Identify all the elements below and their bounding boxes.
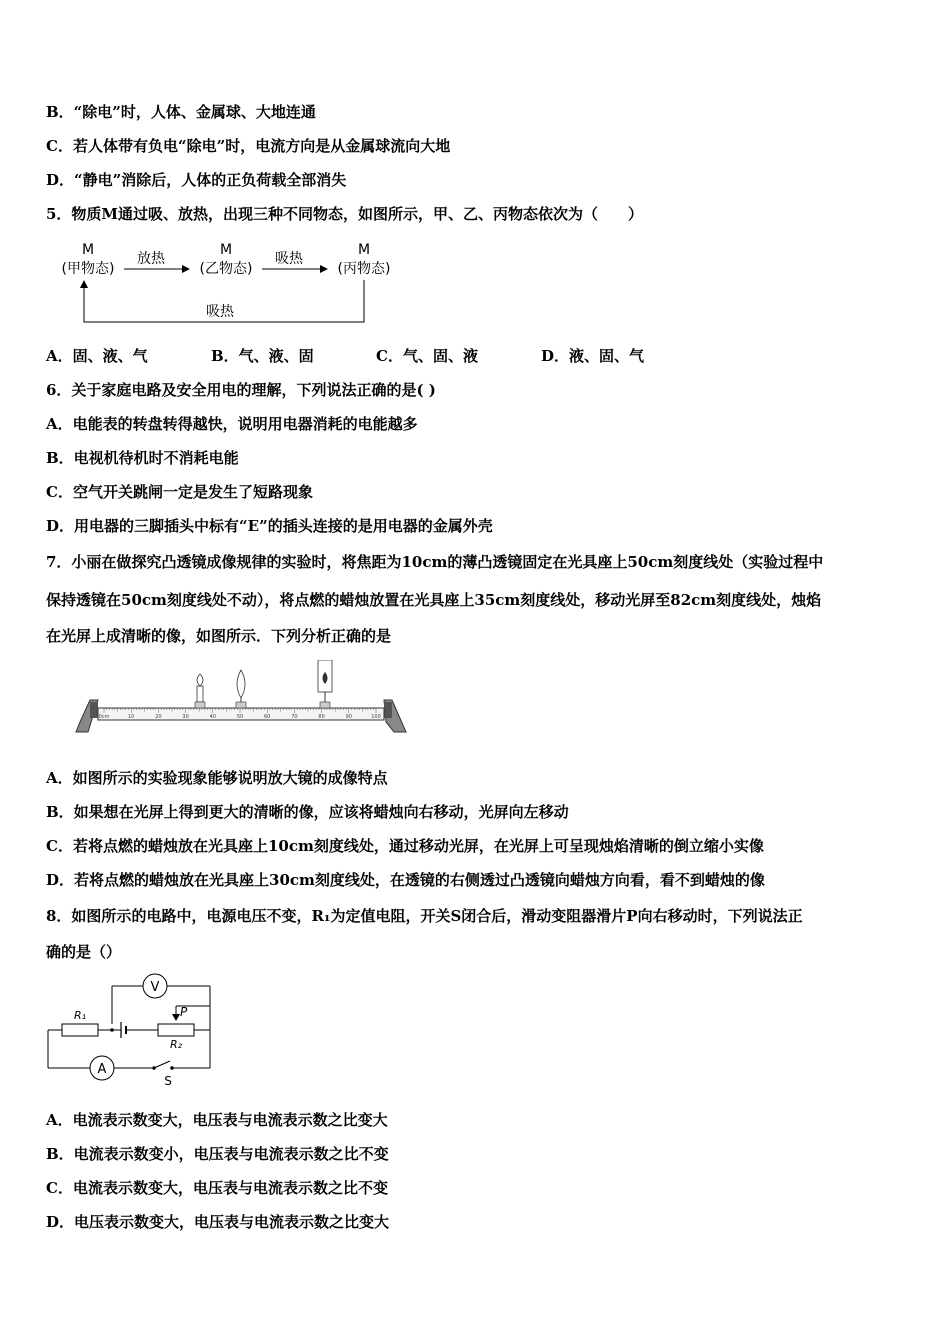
- q5-options: [46, 346, 644, 366]
- q5-m2: M: [219, 242, 233, 258]
- q5-option-c: C．气、固、液: [376, 347, 478, 365]
- switch-label: S: [164, 1074, 172, 1088]
- r1-label: R₁: [73, 1009, 87, 1022]
- q6-option-d: D．用电器的三脚插头中标有“E”的插头连接的是用电器的金属外壳: [46, 517, 493, 535]
- tick-label: 60: [264, 714, 271, 720]
- q7-optical-bench: [72, 660, 412, 740]
- q5-arrow2-head: [320, 265, 328, 273]
- q5-stem: 5．物质M通过吸、放热，出现三种不同物态，如图所示，甲、乙、丙物态依次为（ ）: [46, 205, 644, 223]
- q6-option-c: C．空气开关跳闸一定是发生了短路现象: [46, 483, 313, 501]
- q5-state1: (甲物态): [61, 261, 115, 277]
- q4-option-c: C．若人体带有负电“除电”时，电流方向是从金属球流向大地: [46, 137, 451, 155]
- q5-return-label: 吸热: [206, 304, 234, 320]
- q8-stem-line1: 8．如图所示的电路中，电源电压不变，R₁为定值电阻，开关S闭合后，滑动变阻器滑片P向右移动时，下列说法正: [46, 907, 803, 925]
- q8-circuit-diagram: [40, 972, 220, 1090]
- bench-right-clamp: [384, 702, 392, 718]
- q5-state2: (乙物态): [199, 261, 253, 277]
- q8-option-a: A．电流表示数变大，电压表与电流表示数之比变大: [46, 1111, 388, 1129]
- q7-stem-line3: 在光屏上成清晰的像，如图所示．下列分析正确的是: [46, 627, 392, 645]
- q8-stem-line2: 确的是（）: [46, 943, 122, 961]
- q7-stem-line1: 7．小丽在做探究凸透镜成像规律的实验时，将焦距为10cm的薄凸透镜固定在光具座上50cm刻度线处（实验过程中: [46, 553, 824, 571]
- switch-blade: [154, 1061, 170, 1068]
- q5-arrow1-head: [182, 265, 190, 273]
- rheostat-r2: [158, 1024, 194, 1036]
- q7-option-b: B．如果想在光屏上得到更大的清晰的像，应该将蜡烛向右移动，光屏向左移动: [46, 803, 569, 821]
- light-screen: [318, 660, 332, 708]
- q7-option-d: D．若将点燃的蜡烛放在光具座上30cm刻度线处，在透镜的右侧透过凸透镜向蜡烛方向看，看不到蜡烛的像: [46, 871, 765, 889]
- tick-label: 80: [318, 714, 325, 720]
- q4-option-d: D．“静电”消除后，人体的正负荷载全部消失: [46, 171, 347, 189]
- q7-option-c: C．若将点燃的蜡烛放在光具座上10cm刻度线处，通过移动光屏，在光屏上可呈现烛焰清晰的倒立缩小实像: [46, 837, 764, 855]
- q5-m1: M: [81, 242, 95, 258]
- candle: [195, 674, 205, 708]
- r2-label: R₂: [169, 1038, 183, 1051]
- tick-label: 10: [128, 714, 135, 720]
- q5-arrow2-label: 吸热: [275, 251, 303, 267]
- q6-option-a: A．电能表的转盘转得越快，说明用电器消耗的电能越多: [46, 415, 418, 433]
- slider-label: P: [180, 1005, 188, 1019]
- slider-arrow: [172, 1014, 180, 1021]
- resistor-r1: [62, 1024, 98, 1036]
- q5-option-b: B．气、液、固: [211, 347, 314, 365]
- q5-option-d: D．液、固、气: [541, 347, 645, 365]
- q8-option-d: D．电压表示数变大，电压表与电流表示数之比变大: [46, 1213, 390, 1231]
- q6-option-b: B．电视机待机时不消耗电能: [46, 449, 239, 467]
- tick-label: 90: [345, 714, 352, 720]
- tick-label: 50: [236, 714, 244, 720]
- tick-label: 40: [209, 714, 216, 720]
- tick-label: 0cm: [98, 714, 110, 720]
- q5-state-diagram: [44, 236, 414, 328]
- tick-label: 70: [291, 714, 298, 720]
- tick-label: 20: [155, 714, 162, 720]
- q5-return-arrow-head: [80, 280, 88, 288]
- voltmeter-label: V: [150, 980, 160, 995]
- q5-arrow1-label: 放热: [137, 251, 165, 267]
- q5-state3: (丙物态): [337, 261, 391, 277]
- tick-label: 100: [371, 714, 381, 720]
- q7-stem-line2: 保持透镜在50cm刻度线处不动），将点燃的蜡烛放置在光具座上35cm刻度线处，移动光屏至82cm刻度线处，烛焰: [46, 591, 822, 609]
- q8-option-c: C．电流表示数变大，电压表与电流表示数之比不变: [46, 1179, 388, 1197]
- tick-label: 30: [182, 714, 189, 720]
- bench-left-clamp: [90, 702, 98, 718]
- convex-lens: [236, 670, 246, 708]
- q8-option-b: B．电流表示数变小，电压表与电流表示数之比不变: [46, 1145, 389, 1163]
- q5-m3: M: [357, 242, 371, 258]
- q6-stem: 6．关于家庭电路及安全用电的理解，下列说法正确的是( ): [46, 381, 436, 399]
- q4-option-b: B．“除电”时，人体、金属球、大地连通: [46, 103, 316, 121]
- ammeter-label: A: [97, 1062, 107, 1077]
- q5-option-a: A．固、液、气: [46, 347, 148, 365]
- q7-option-a: A．如图所示的实验现象能够说明放大镜的成像特点: [46, 769, 388, 787]
